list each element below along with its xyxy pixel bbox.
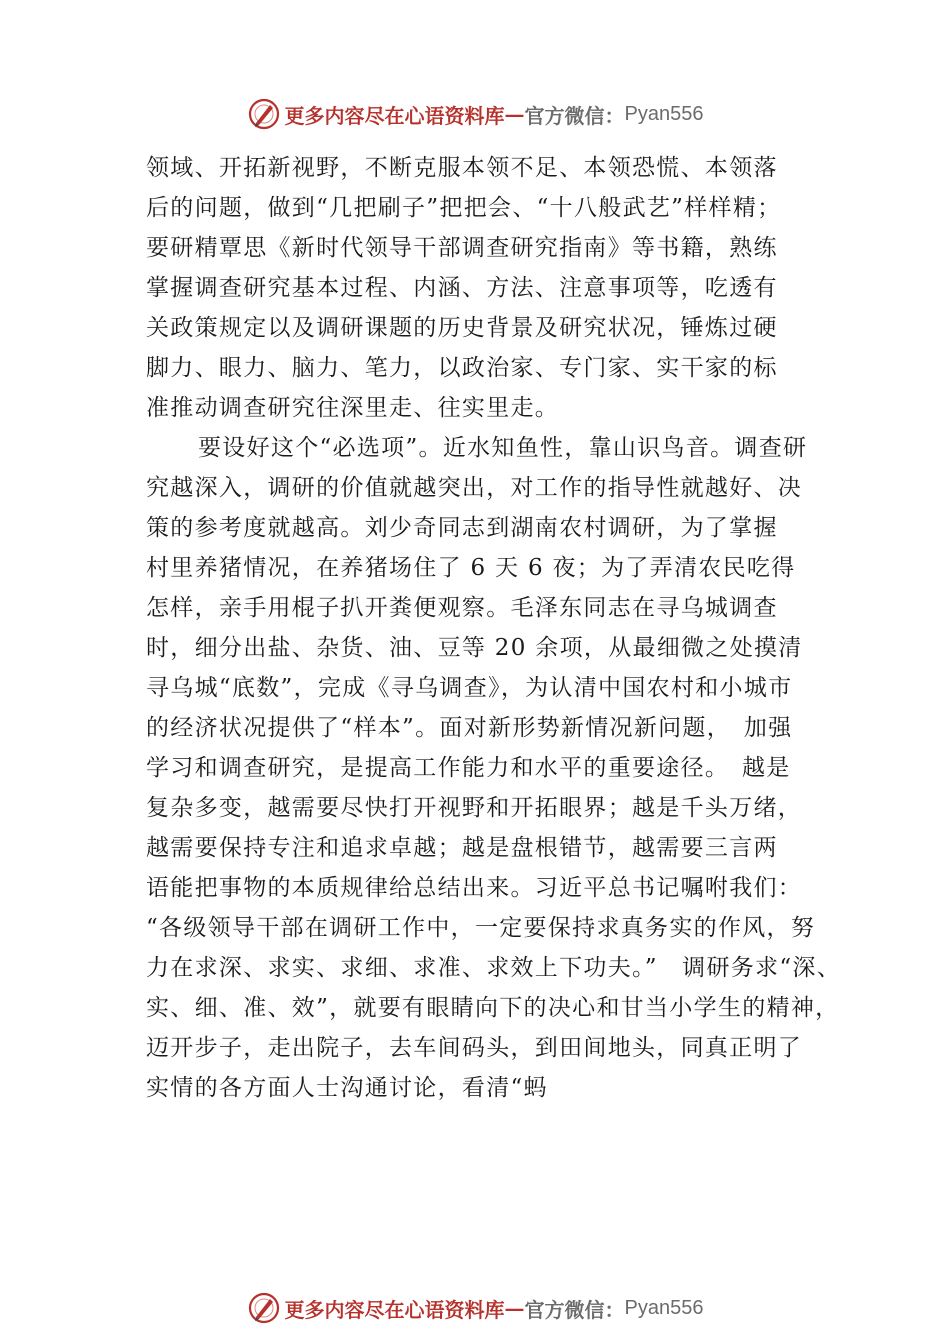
text-line: 寻乌城“底数”，完成《寻乌调查》，为认清中国农村和小城市 [146, 675, 793, 701]
text-line: 领域、开拓新视野，不断克服本领不足、本领恐慌、本领落 [146, 155, 778, 181]
footer-brand-text: 更多内容尽在心语资料库 [284, 1297, 505, 1322]
text-line: 村里养猪情况，在养猪场住了 6 天 6 夜；为了弄清农民吃得 [146, 555, 796, 581]
text-line: 学习和调查研究，是提高工作能力和水平的重要途径。 越是 [146, 755, 791, 781]
text-line: 时，细分出盐、杂货、油、豆等 20 余项，从最细微之处摸清 [146, 635, 803, 661]
text-line: 准推动调查研究往深里走、往实里走。 [146, 395, 560, 421]
text-line: 掌握调查研究基本过程、内涵、方法、注意事项等，吃透有 [146, 275, 778, 301]
text-line: 策的参考度就越高。刘少奇同志到湖南农村调研，为了掌握 [146, 515, 778, 541]
text-line: 脚力、眼力、脑力、笔力，以政治家、专门家、实干家的标 [146, 355, 778, 381]
header-banner [0, 92, 950, 136]
text-line: 怎样，亲手用棍子扒开粪便观察。毛泽东同志在寻乌城调查 [146, 595, 778, 621]
footer-banner [0, 1286, 950, 1330]
text-line: 力在求深、求实、求细、求准、求效上下功夫。” 调研务求“深、 [146, 955, 842, 981]
pen-circle-logo-icon [247, 1291, 281, 1325]
document-body [146, 148, 846, 1108]
text-line: 语能把事物的本质规律给总结出来。习近平总书记嘱咐我们： [146, 875, 803, 901]
text-line: 究越深入，调研的价值就越突出，对工作的指导性就越好、决 [146, 475, 803, 501]
text-line: 关政策规定以及调研课题的历史背景及研究状况，锤炼过硬 [146, 315, 778, 341]
text-line: 实、细、准、效”，就要有眼睛向下的决心和甘当小学生的精神， [146, 995, 840, 1021]
pen-circle-logo-icon [247, 97, 281, 131]
paragraph-start-line: 要设好这个“必选项”。近水知鱼性，靠山识鸟音。调查研 [198, 435, 808, 461]
footer-separator: — [504, 1296, 525, 1320]
text-line: 的经济状况提供了“样本”。面对新形势新情况新问题， 加强 [146, 715, 793, 741]
footer-wechat-id: Pyan556 [624, 1296, 704, 1319]
header-wechat-id: Pyan556 [624, 102, 704, 125]
header-wechat-label: 官方微信： [524, 103, 625, 128]
text-line: 要研精覃思《新时代领导干部调查研究指南》等书籍，熟练 [146, 235, 778, 261]
header-separator: — [504, 102, 525, 126]
text-line: 后的问题，做到“几把刷子”把把会、“十八般武艺”样样精； [146, 195, 782, 221]
text-line: 实情的各方面人士沟通讨论，看清“蚂 [146, 1075, 548, 1101]
header-brand-text: 更多内容尽在心语资料库 [284, 103, 505, 128]
text-line: 迈开步子，走出院子，去车间码头，到田间地头，同真正明了 [146, 1035, 803, 1061]
text-line: 复杂多变，越需要尽快打开视野和开拓眼界；越是千头万绪， [146, 795, 803, 821]
text-line: “各级领导干部在调研工作中，一定要保持求真务实的作风，努 [146, 915, 816, 941]
footer-wechat-label: 官方微信： [524, 1297, 625, 1322]
text-line: 越需要保持专注和追求卓越；越是盘根错节，越需要三言两 [146, 835, 778, 861]
